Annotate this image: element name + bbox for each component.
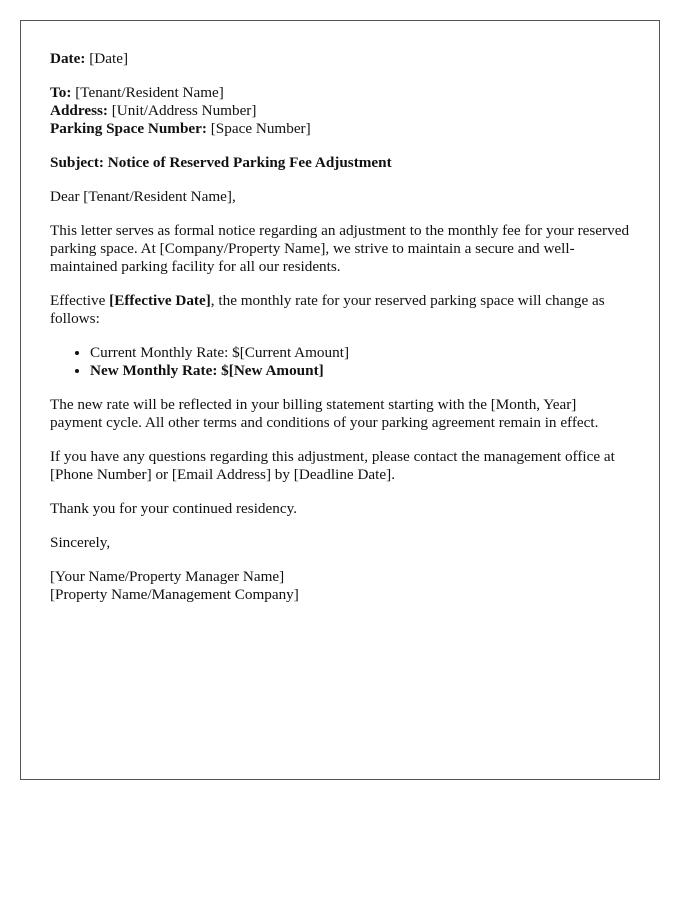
paragraph-contact: If you have any questions regarding this adjustment, please contact the management office at [Phone Number] or [Email Address] by [Deadline Date].	[50, 448, 615, 483]
effective-date: [Effective Date]	[109, 292, 211, 309]
address-value: [Unit/Address Number]	[111, 102, 257, 119]
date-value: [Date]	[89, 50, 129, 67]
to-label: To:	[50, 84, 72, 101]
signature-block	[50, 568, 630, 604]
effective-prefix: Effective	[50, 292, 110, 309]
closing: Sincerely,	[50, 534, 111, 551]
subject-line: Subject: Notice of Reserved Parking Fee Adjustment	[50, 154, 392, 171]
to-line	[50, 84, 630, 102]
address-line	[50, 102, 630, 120]
new-rate-item: • New Monthly Rate: $[New Amount]	[90, 362, 630, 380]
paragraph-thanks: Thank you for your continued residency.	[50, 500, 298, 517]
signature-name: [Your Name/Property Manager Name]	[50, 568, 285, 585]
to-value: [Tenant/Resident Name]	[75, 84, 224, 101]
paragraph-effective	[50, 292, 630, 328]
parking-space-line	[50, 120, 630, 138]
address-label: Address:	[50, 102, 108, 119]
recipient-block	[50, 84, 630, 138]
parking-space-value: [Space Number]	[210, 120, 311, 137]
date-line	[50, 50, 630, 68]
effective-suffix: , the monthly rate for your reserved parking space will change as follows:	[50, 292, 605, 327]
signature-company: [Property Name/Management Company]	[50, 586, 299, 603]
salutation: Dear [Tenant/Resident Name],	[50, 188, 236, 205]
letter-page	[20, 20, 660, 780]
paragraph-notice: This letter serves as formal notice regarding an adjustment to the monthly fee for your reserved parking space. At [Company/Property Name], we strive to maintain a secure and well-maintained parking facility for all our residents.	[50, 222, 630, 275]
parking-space-label: Parking Space Number:	[50, 120, 207, 137]
date-label: Date:	[50, 50, 86, 67]
paragraph-billing: The new rate will be reflected in your billing statement starting with the [Month, Year] payment cycle. All other terms and conditions of your parking agreement remain in effect.	[50, 396, 599, 431]
rate-list	[50, 344, 630, 380]
current-rate-item: • Current Monthly Rate: $[Current Amount]	[90, 344, 630, 362]
